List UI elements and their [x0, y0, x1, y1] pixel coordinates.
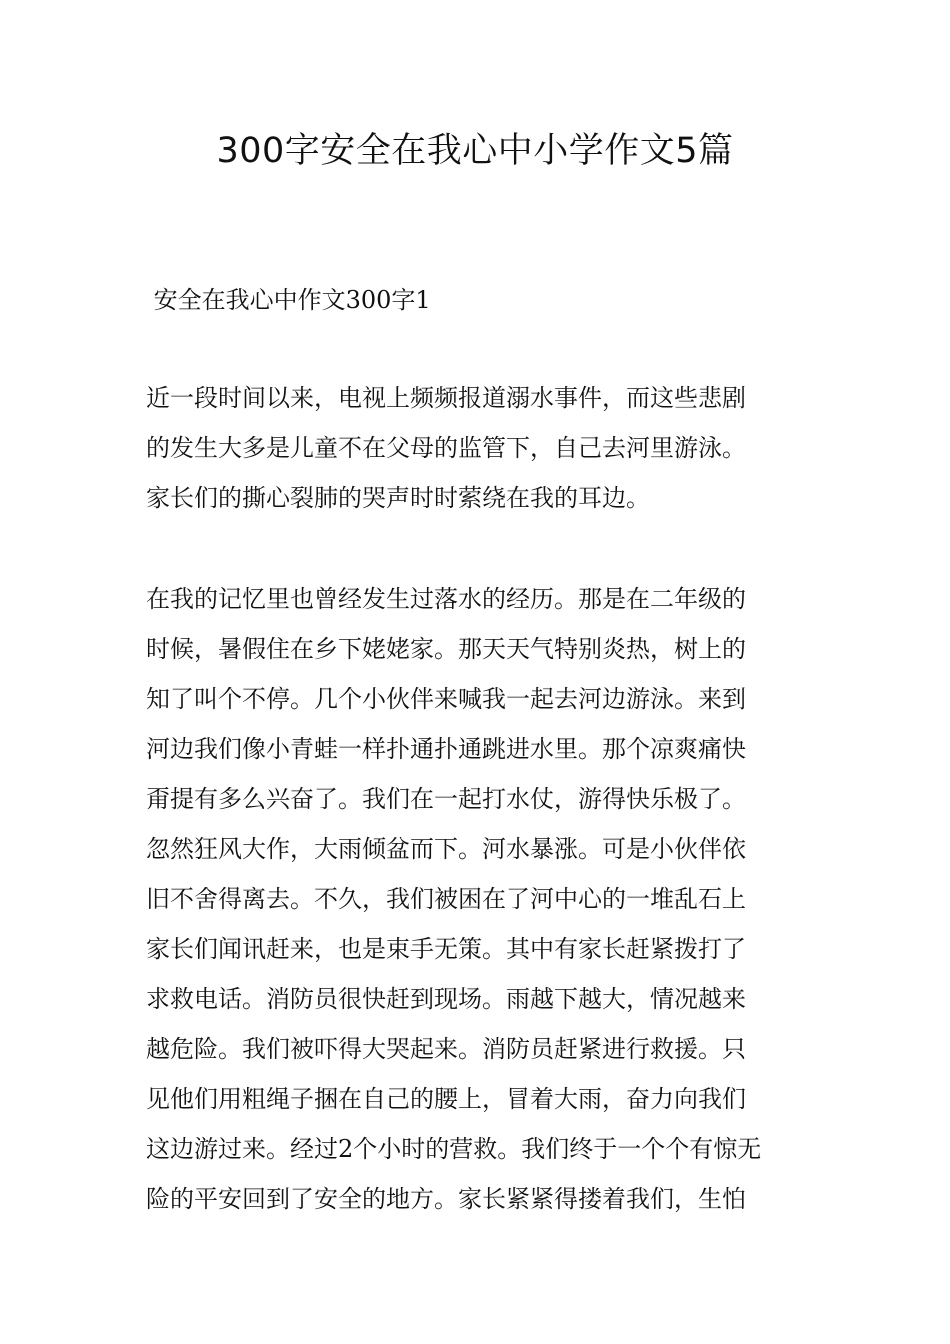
paragraph-line: 家长们闻讯赶来，也是束手无策。其中有家长赶紧拨打了 — [146, 935, 746, 963]
paragraph-line: 旧不舍得离去。不久，我们被困在了河中心的一堆乱石上 — [146, 885, 746, 913]
paragraph-line: 河边我们像小青蛙一样扑通扑通跳进水里。那个凉爽痛快 — [146, 735, 746, 763]
paragraph-line: 知了叫个不停。几个小伙伴来喊我一起去河边游泳。来到 — [146, 685, 746, 713]
document-title: 300字安全在我心中小学作文5篇 — [216, 131, 734, 171]
paragraph-line: 见他们用粗绳子捆在自己的腰上，冒着大雨，奋力向我们 — [146, 1085, 746, 1113]
paragraph-line: 险的平安回到了安全的地方。家长紧紧得搂着我们，生怕 — [146, 1185, 746, 1213]
paragraph-line: 求救电话。消防员很快赶到现场。雨越下越大，情况越来 — [146, 985, 746, 1013]
paragraph-2 — [146, 574, 806, 1224]
section-heading: 安全在我心中作文300字1 — [146, 286, 431, 314]
paragraph-1 — [146, 373, 806, 523]
paragraph-line: 家长们的撕心裂肺的哭声时时萦绕在我的耳边。 — [146, 484, 650, 512]
paragraph-line: 越危险。我们被吓得大哭起来。消防员赶紧进行救援。只 — [146, 1035, 746, 1063]
paragraph-line: 在我的记忆里也曾经发生过落水的经历。那是在二年级的 — [146, 585, 746, 613]
paragraph-line: 近一段时间以来，电视上频频报道溺水事件，而这些悲剧 — [146, 384, 746, 412]
paragraph-line: 时候，暑假住在乡下姥姥家。那天天气特别炎热，树上的 — [146, 635, 746, 663]
paragraph-line: 的发生大多是儿童不在父母的监管下，自己去河里游泳。 — [146, 434, 746, 462]
paragraph-line: 这边游过来。经过2个小时的营救。我们终于一个个有惊无 — [146, 1135, 762, 1163]
paragraph-line: 忽然狂风大作，大雨倾盆而下。河水暴涨。可是小伙伴依 — [146, 835, 746, 863]
paragraph-line: 甭提有多么兴奋了。我们在一起打水仗，游得快乐极了。 — [146, 785, 746, 813]
